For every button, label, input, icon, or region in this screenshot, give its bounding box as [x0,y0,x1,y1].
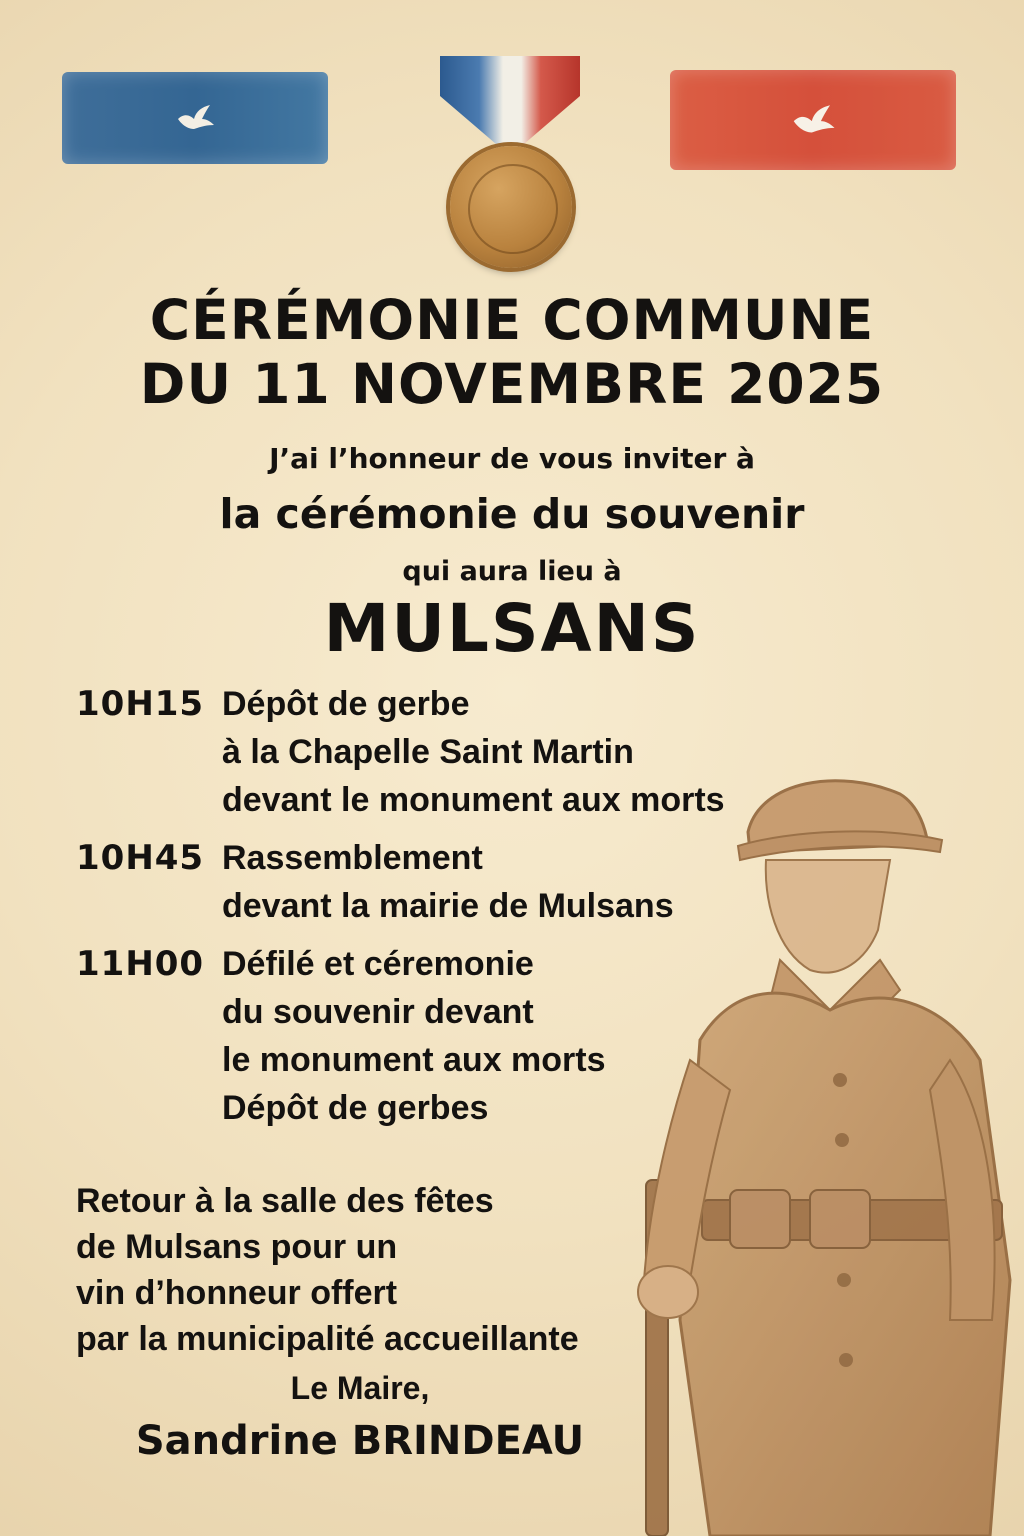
closing-line: par la municipalité accueillante [76,1320,579,1358]
schedule-item [76,680,836,824]
invitation-line-1: J’ai l’honneur de vous inviter à [269,442,755,475]
dove-icon [174,103,216,133]
title-line-2: DU 11 NOVEMBRE 2025 [139,352,885,416]
closing-text [76,1178,676,1362]
schedule-line: devant la mairie de Mulsans [222,887,674,925]
schedule-line: Défilé et céremonie [222,945,534,983]
signature-name: Sandrine BRINDEAU [135,1418,585,1464]
invitation-line-2: la cérémonie du souvenir [219,490,805,538]
schedule-time: 11H00 [76,944,205,984]
schedule-line: Rassemblement [222,839,483,877]
red-flag-band [670,70,956,170]
schedule-line: Dépôt de gerbes [222,1089,489,1127]
schedule-line: devant le monument aux morts [222,781,725,819]
dove-icon [789,103,837,137]
schedule-time: 10H45 [76,838,205,878]
schedule-time: 10H15 [76,684,205,724]
medal-ribbon [440,56,580,156]
blue-flag-band [62,72,328,164]
schedule-line: à la Chapelle Saint Martin [222,733,634,771]
signature-title: Le Maire, [290,1370,430,1406]
schedule [76,680,836,1142]
closing-line: vin d’honneur offert [76,1274,398,1312]
schedule-description [222,680,725,824]
closing-line: Retour à la salle des fêtes [76,1182,494,1220]
medal-icon [450,146,572,268]
town-name: MULSANS [323,590,701,667]
schedule-description [222,834,674,930]
schedule-item [76,940,836,1132]
schedule-item [76,834,836,930]
schedule-line: le monument aux morts [222,1041,606,1079]
closing-line: de Mulsans pour un [76,1228,398,1266]
schedule-line: Dépôt de gerbe [222,685,470,723]
invitation-line-3: qui aura lieu à [402,556,622,587]
title-line-1: CÉRÉMONIE COMMUNE [149,288,875,352]
page-title [0,288,1024,416]
schedule-line: du souvenir devant [222,993,534,1031]
schedule-description [222,940,606,1132]
